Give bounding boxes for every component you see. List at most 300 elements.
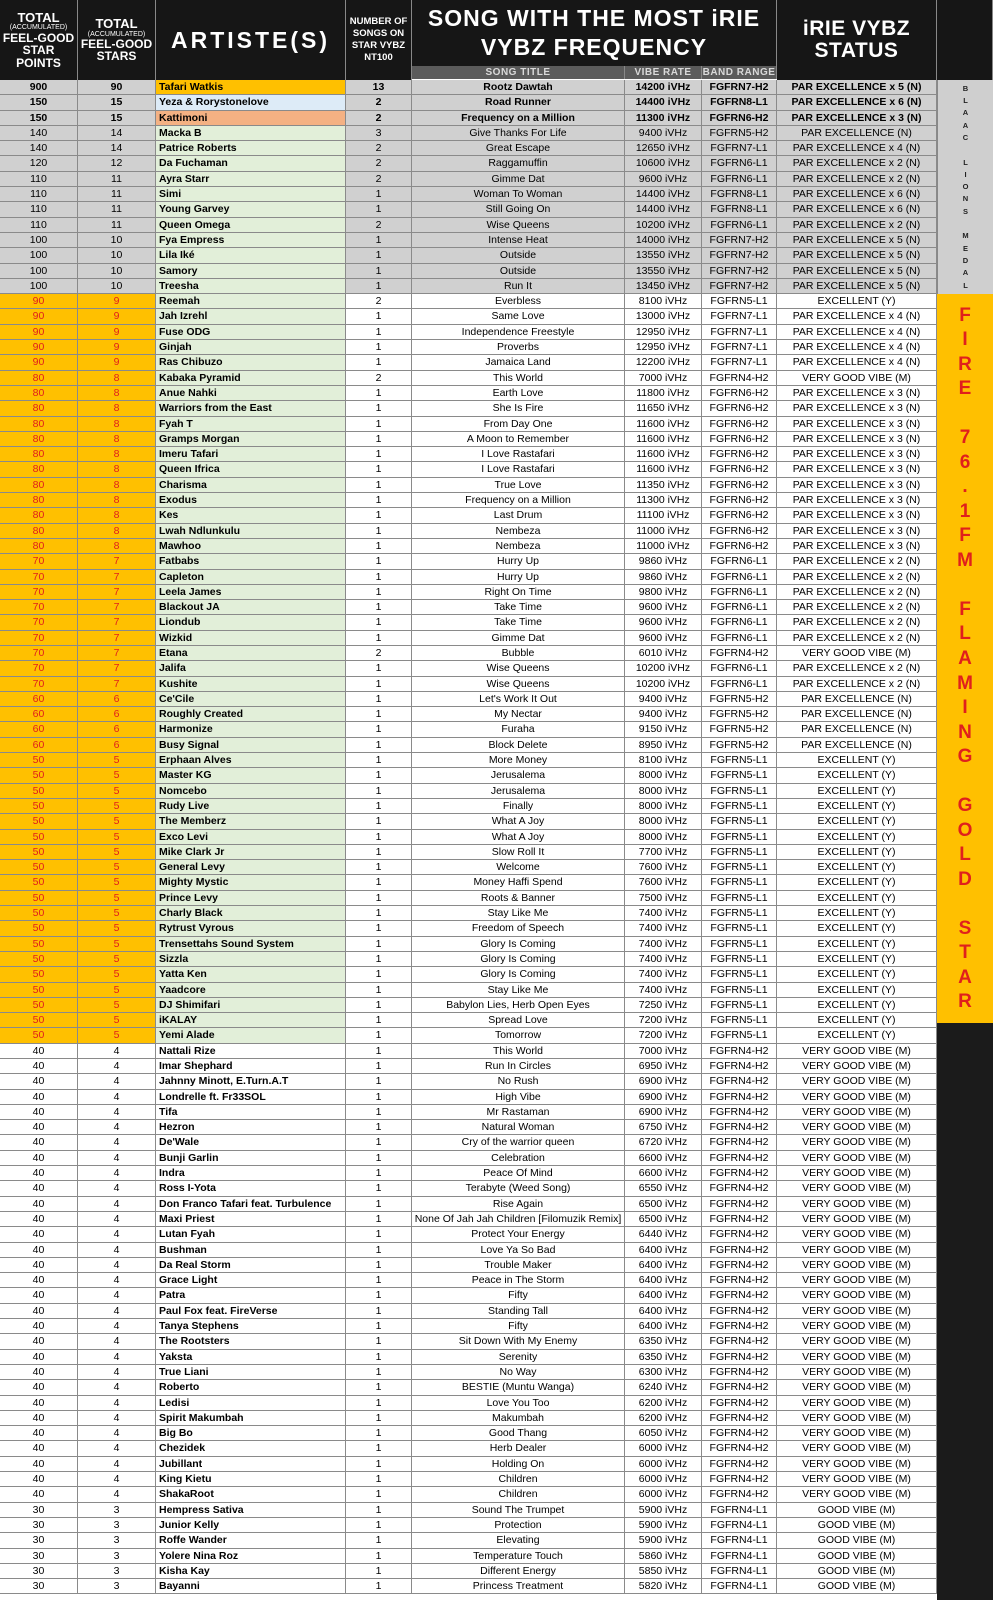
cell-status: VERY GOOD VIBE (M) <box>777 1135 937 1149</box>
cell-band-range: FGFRN6-L1 <box>702 600 777 614</box>
cell-points: 40 <box>0 1151 78 1165</box>
cell-vibe-rate: 9800 iVHz <box>625 585 702 599</box>
cell-points: 80 <box>0 524 78 538</box>
cell-num-songs: 1 <box>346 248 412 262</box>
cell-num-songs: 1 <box>346 585 412 599</box>
header-total-points-line-2: (ACCUMULATED) <box>9 24 68 32</box>
cell-song-title: This World <box>412 371 625 385</box>
cell-band-range: FGFRN5-L1 <box>702 845 777 859</box>
cell-song-title: Independence Freestyle <box>412 325 625 339</box>
cell-points: 70 <box>0 600 78 614</box>
cell-band-range: FGFRN6-L1 <box>702 554 777 568</box>
table-row <box>0 784 937 799</box>
cell-points: 900 <box>0 80 78 94</box>
table-row <box>0 371 937 386</box>
cell-num-songs: 1 <box>346 998 412 1012</box>
cell-status: VERY GOOD VIBE (M) <box>777 1212 937 1226</box>
table-row <box>0 860 937 875</box>
cell-artist: General Levy <box>156 860 346 874</box>
cell-band-range: FGFRN5-L1 <box>702 860 777 874</box>
cell-band-range: FGFRN4-L1 <box>702 1503 777 1517</box>
cell-num-songs: 2 <box>346 371 412 385</box>
cell-num-songs: 1 <box>346 1319 412 1333</box>
cell-points: 70 <box>0 585 78 599</box>
cell-artist: Wizkid <box>156 631 346 645</box>
cell-stars: 4 <box>78 1304 156 1318</box>
cell-stars: 5 <box>78 830 156 844</box>
cell-vibe-rate: 14400 iVHz <box>625 202 702 216</box>
side-label-fire-gold-star <box>937 294 993 1023</box>
cell-num-songs: 1 <box>346 814 412 828</box>
cell-stars: 3 <box>78 1503 156 1517</box>
cell-status: PAR EXCELLENCE x 3 (N) <box>777 432 937 446</box>
cell-status: PAR EXCELLENCE x 4 (N) <box>777 141 937 155</box>
cell-artist: Mike Clark Jr <box>156 845 346 859</box>
cell-stars: 7 <box>78 554 156 568</box>
cell-num-songs: 1 <box>346 891 412 905</box>
cell-vibe-rate: 6400 iVHz <box>625 1304 702 1318</box>
cell-artist: Bushman <box>156 1243 346 1257</box>
cell-status: PAR EXCELLENCE x 4 (N) <box>777 355 937 369</box>
cell-num-songs: 1 <box>346 661 412 675</box>
header-total-stars-line-4: STARS <box>96 49 137 64</box>
cell-vibe-rate: 12200 iVHz <box>625 355 702 369</box>
cell-num-songs: 1 <box>346 983 412 997</box>
cell-points: 50 <box>0 753 78 767</box>
cell-vibe-rate: 6050 iVHz <box>625 1426 702 1440</box>
fire-side-letter: R <box>958 991 972 1013</box>
cell-num-songs: 1 <box>346 1564 412 1578</box>
cell-status: EXCELLENT (Y) <box>777 860 937 874</box>
cell-num-songs: 1 <box>346 386 412 400</box>
cell-band-range: FGFRN5-L1 <box>702 1013 777 1027</box>
cell-stars: 4 <box>78 1396 156 1410</box>
cell-status: EXCELLENT (Y) <box>777 1013 937 1027</box>
cell-stars: 10 <box>78 248 156 262</box>
cell-song-title: I Love Rastafari <box>412 462 625 476</box>
cell-band-range: FGFRN6-H2 <box>702 432 777 446</box>
cell-num-songs: 1 <box>346 1273 412 1287</box>
cell-artist: Indra <box>156 1166 346 1180</box>
cell-song-title: I Love Rastafari <box>412 447 625 461</box>
cell-status: VERY GOOD VIBE (M) <box>777 1243 937 1257</box>
cell-vibe-rate: 7400 iVHz <box>625 983 702 997</box>
cell-num-songs: 1 <box>346 1396 412 1410</box>
cell-points: 40 <box>0 1227 78 1241</box>
cell-status: PAR EXCELLENCE x 5 (N) <box>777 264 937 278</box>
table-row <box>0 1120 937 1135</box>
table-row <box>0 386 937 401</box>
cell-band-range: FGFRN6-L1 <box>702 677 777 691</box>
cell-artist: Bayanni <box>156 1579 346 1593</box>
cell-stars: 7 <box>78 615 156 629</box>
cell-artist: Master KG <box>156 768 346 782</box>
cell-artist: Warriors from the East <box>156 401 346 415</box>
cell-status: VERY GOOD VIBE (M) <box>777 1288 937 1302</box>
cell-stars: 5 <box>78 860 156 874</box>
cell-song-title: Herb Dealer <box>412 1441 625 1455</box>
cell-stars: 10 <box>78 279 156 293</box>
cell-stars: 4 <box>78 1426 156 1440</box>
cell-points: 40 <box>0 1350 78 1364</box>
table-row <box>0 233 937 248</box>
cell-song-title: Take Time <box>412 600 625 614</box>
cell-band-range: FGFRN6-H2 <box>702 386 777 400</box>
cell-stars: 3 <box>78 1579 156 1593</box>
cell-song-title: Children <box>412 1487 625 1501</box>
blaac-side-letter <box>964 220 966 228</box>
cell-points: 110 <box>0 202 78 216</box>
cell-stars: 4 <box>78 1350 156 1364</box>
cell-points: 150 <box>0 111 78 125</box>
cell-band-range: FGFRN4-H2 <box>702 1227 777 1241</box>
cell-artist: Kattimoni <box>156 111 346 125</box>
table-row <box>0 340 937 355</box>
cell-num-songs: 1 <box>346 570 412 584</box>
cell-num-songs: 1 <box>346 1350 412 1364</box>
cell-vibe-rate: 9400 iVHz <box>625 707 702 721</box>
cell-song-title: None Of Jah Jah Children [Filomuzik Remix] <box>412 1212 625 1226</box>
cell-status: PAR EXCELLENCE x 5 (N) <box>777 279 937 293</box>
cell-band-range: FGFRN6-L1 <box>702 615 777 629</box>
table-row <box>0 1304 937 1319</box>
cell-song-title: A Moon to Remember <box>412 432 625 446</box>
cell-vibe-rate: 9600 iVHz <box>625 631 702 645</box>
cell-points: 90 <box>0 294 78 308</box>
cell-artist: Harmonize <box>156 722 346 736</box>
cell-points: 30 <box>0 1503 78 1517</box>
table-row <box>0 1426 937 1441</box>
cell-points: 100 <box>0 233 78 247</box>
cell-band-range: FGFRN4-H2 <box>702 1120 777 1134</box>
cell-stars: 4 <box>78 1319 156 1333</box>
cell-band-range: FGFRN6-H2 <box>702 493 777 507</box>
cell-vibe-rate: 13550 iVHz <box>625 264 702 278</box>
cell-status: PAR EXCELLENCE x 2 (N) <box>777 615 937 629</box>
cell-vibe-rate: 8100 iVHz <box>625 753 702 767</box>
cell-points: 110 <box>0 187 78 201</box>
cell-stars: 12 <box>78 156 156 170</box>
cell-status: EXCELLENT (Y) <box>777 875 937 889</box>
cell-status: PAR EXCELLENCE x 4 (N) <box>777 340 937 354</box>
table-row <box>0 1288 937 1303</box>
cell-points: 40 <box>0 1243 78 1257</box>
cell-song-title: Celebration <box>412 1151 625 1165</box>
cell-vibe-rate: 11800 iVHz <box>625 386 702 400</box>
cell-band-range: FGFRN4-H2 <box>702 1411 777 1425</box>
table-row <box>0 1518 937 1533</box>
cell-status: VERY GOOD VIBE (M) <box>777 1166 937 1180</box>
cell-points: 70 <box>0 631 78 645</box>
cell-artist: Ledisi <box>156 1396 346 1410</box>
cell-song-title: Jerusalema <box>412 768 625 782</box>
cell-stars: 4 <box>78 1090 156 1104</box>
cell-artist: Kes <box>156 508 346 522</box>
cell-points: 40 <box>0 1044 78 1058</box>
fire-side-letter: N <box>958 721 972 743</box>
cell-points: 40 <box>0 1334 78 1348</box>
cell-artist: Rudy Live <box>156 799 346 813</box>
table-row <box>0 937 937 952</box>
cell-band-range: FGFRN5-L1 <box>702 998 777 1012</box>
cell-song-title: Bubble <box>412 646 625 660</box>
cell-points: 30 <box>0 1518 78 1532</box>
cell-num-songs: 1 <box>346 1090 412 1104</box>
cell-band-range: FGFRN4-H2 <box>702 1243 777 1257</box>
cell-vibe-rate: 11000 iVHz <box>625 539 702 553</box>
cell-vibe-rate: 14000 iVHz <box>625 233 702 247</box>
cell-artist: Fuse ODG <box>156 325 346 339</box>
cell-num-songs: 1 <box>346 1059 412 1073</box>
cell-vibe-rate: 8000 iVHz <box>625 830 702 844</box>
cell-vibe-rate: 11100 iVHz <box>625 508 702 522</box>
cell-points: 40 <box>0 1441 78 1455</box>
cell-status: EXCELLENT (Y) <box>777 814 937 828</box>
cell-num-songs: 1 <box>346 921 412 935</box>
cell-artist: Prince Levy <box>156 891 346 905</box>
cell-band-range: FGFRN4-H2 <box>702 1181 777 1195</box>
cell-song-title: Still Going On <box>412 202 625 216</box>
cell-num-songs: 2 <box>346 111 412 125</box>
cell-band-range: FGFRN5-L1 <box>702 753 777 767</box>
cell-status: VERY GOOD VIBE (M) <box>777 1319 937 1333</box>
cell-vibe-rate: 5900 iVHz <box>625 1518 702 1532</box>
side-panel-dark <box>937 1023 993 1600</box>
table-row <box>0 570 937 585</box>
cell-song-title: Raggamuffin <box>412 156 625 170</box>
cell-band-range: FGFRN6-L1 <box>702 172 777 186</box>
cell-artist: Hempress Sativa <box>156 1503 346 1517</box>
cell-vibe-rate: 6000 iVHz <box>625 1487 702 1501</box>
cell-artist: Yemi Alade <box>156 1028 346 1042</box>
cell-stars: 15 <box>78 95 156 109</box>
cell-song-title: Different Energy <box>412 1564 625 1578</box>
cell-band-range: FGFRN6-L1 <box>702 218 777 232</box>
cell-song-title: No Rush <box>412 1074 625 1088</box>
header-num-songs-line-4: NT100 <box>364 51 393 63</box>
fire-side-letter: E <box>958 378 972 400</box>
cell-band-range: FGFRN4-H2 <box>702 1365 777 1379</box>
cell-status: PAR EXCELLENCE (N) <box>777 692 937 706</box>
table-row <box>0 600 937 615</box>
cell-points: 40 <box>0 1396 78 1410</box>
table-row <box>0 585 937 600</box>
cell-song-title: Same Love <box>412 309 625 323</box>
cell-song-title: From Day One <box>412 417 625 431</box>
cell-stars: 4 <box>78 1288 156 1302</box>
cell-stars: 8 <box>78 447 156 461</box>
cell-song-title: Standing Tall <box>412 1304 625 1318</box>
cell-num-songs: 1 <box>346 1457 412 1471</box>
cell-num-songs: 1 <box>346 447 412 461</box>
cell-points: 100 <box>0 264 78 278</box>
cell-vibe-rate: 6440 iVHz <box>625 1227 702 1241</box>
cell-vibe-rate: 6400 iVHz <box>625 1243 702 1257</box>
cell-vibe-rate: 6900 iVHz <box>625 1105 702 1119</box>
cell-stars: 4 <box>78 1151 156 1165</box>
cell-points: 40 <box>0 1105 78 1119</box>
cell-points: 40 <box>0 1487 78 1501</box>
cell-num-songs: 1 <box>346 1105 412 1119</box>
cell-song-title: Give Thanks For Life <box>412 126 625 140</box>
cell-points: 50 <box>0 891 78 905</box>
cell-num-songs: 1 <box>346 539 412 553</box>
cell-num-songs: 1 <box>346 1074 412 1088</box>
cell-status: PAR EXCELLENCE x 3 (N) <box>777 462 937 476</box>
table-row <box>0 493 937 508</box>
fire-side-letter: 1 <box>959 500 971 522</box>
cell-num-songs: 1 <box>346 279 412 293</box>
cell-band-range: FGFRN4-L1 <box>702 1549 777 1563</box>
cell-artist: Lutan Fyah <box>156 1227 346 1241</box>
table-row <box>0 1105 937 1120</box>
header-total-points-line-3: FEEL-GOOD <box>2 30 75 45</box>
cell-vibe-rate: 6010 iVHz <box>625 646 702 660</box>
cell-artist: Nattali Rize <box>156 1044 346 1058</box>
cell-vibe-rate: 9150 iVHz <box>625 722 702 736</box>
cell-status: VERY GOOD VIBE (M) <box>777 646 937 660</box>
blaac-side-letter: A <box>962 108 969 118</box>
cell-vibe-rate: 11350 iVHz <box>625 478 702 492</box>
cell-band-range: FGFRN7-H2 <box>702 264 777 278</box>
cell-stars: 8 <box>78 493 156 507</box>
cell-num-songs: 1 <box>346 493 412 507</box>
cell-stars: 4 <box>78 1181 156 1195</box>
table-row <box>0 126 937 141</box>
cell-band-range: FGFRN6-L1 <box>702 631 777 645</box>
cell-vibe-rate: 7600 iVHz <box>625 875 702 889</box>
cell-band-range: FGFRN4-L1 <box>702 1533 777 1547</box>
table-row <box>0 80 937 95</box>
table-row <box>0 1365 937 1380</box>
fire-side-letter: G <box>957 795 973 817</box>
cell-status: EXCELLENT (Y) <box>777 830 937 844</box>
cell-band-range: FGFRN4-H2 <box>702 1074 777 1088</box>
table-row <box>0 1258 937 1273</box>
cell-artist: Jubillant <box>156 1457 346 1471</box>
cell-points: 40 <box>0 1304 78 1318</box>
cell-vibe-rate: 10200 iVHz <box>625 661 702 675</box>
cell-points: 30 <box>0 1579 78 1593</box>
cell-band-range: FGFRN5-L1 <box>702 875 777 889</box>
cell-num-songs: 1 <box>346 875 412 889</box>
table-row <box>0 1166 937 1181</box>
cell-num-songs: 1 <box>346 845 412 859</box>
cell-vibe-rate: 6400 iVHz <box>625 1288 702 1302</box>
cell-num-songs: 1 <box>346 799 412 813</box>
cell-stars: 11 <box>78 172 156 186</box>
cell-song-title: Jerusalema <box>412 784 625 798</box>
cell-num-songs: 1 <box>346 309 412 323</box>
cell-num-songs: 2 <box>346 156 412 170</box>
cell-stars: 5 <box>78 937 156 951</box>
cell-num-songs: 2 <box>346 95 412 109</box>
cell-band-range: FGFRN4-H2 <box>702 1197 777 1211</box>
cell-artist: Kabaka Pyramid <box>156 371 346 385</box>
cell-num-songs: 2 <box>346 141 412 155</box>
cell-artist: Ayra Starr <box>156 172 346 186</box>
cell-status: PAR EXCELLENCE x 2 (N) <box>777 554 937 568</box>
cell-status: PAR EXCELLENCE (N) <box>777 738 937 752</box>
cell-band-range: FGFRN5-H2 <box>702 692 777 706</box>
cell-song-title: Welcome <box>412 860 625 874</box>
table-row <box>0 1441 937 1456</box>
table-row <box>0 1350 937 1365</box>
cell-band-range: FGFRN4-H2 <box>702 1396 777 1410</box>
cell-song-title: No Way <box>412 1365 625 1379</box>
cell-artist: Ce'Cile <box>156 692 346 706</box>
fire-side-letter: 6 <box>959 451 971 473</box>
cell-artist: Imeru Tafari <box>156 447 346 461</box>
cell-status: EXCELLENT (Y) <box>777 294 937 308</box>
cell-vibe-rate: 8000 iVHz <box>625 814 702 828</box>
cell-status: PAR EXCELLENCE x 3 (N) <box>777 111 937 125</box>
cell-vibe-rate: 10600 iVHz <box>625 156 702 170</box>
cell-vibe-rate: 7400 iVHz <box>625 906 702 920</box>
cell-status: VERY GOOD VIBE (M) <box>777 1151 937 1165</box>
cell-points: 70 <box>0 661 78 675</box>
cell-vibe-rate: 6600 iVHz <box>625 1166 702 1180</box>
cell-num-songs: 1 <box>346 1120 412 1134</box>
cell-vibe-rate: 6200 iVHz <box>625 1396 702 1410</box>
cell-stars: 8 <box>78 524 156 538</box>
table-row <box>0 1028 937 1043</box>
cell-stars: 90 <box>78 80 156 94</box>
cell-song-title: Outside <box>412 264 625 278</box>
table-row <box>0 677 937 692</box>
cell-artist: DJ Shimifari <box>156 998 346 1012</box>
cell-points: 60 <box>0 692 78 706</box>
cell-song-title: Earth Love <box>412 386 625 400</box>
cell-band-range: FGFRN7-H2 <box>702 279 777 293</box>
cell-stars: 8 <box>78 417 156 431</box>
cell-song-title: Woman To Woman <box>412 187 625 201</box>
table-row <box>0 1212 937 1227</box>
table-row <box>0 1564 937 1579</box>
cell-num-songs: 1 <box>346 1181 412 1195</box>
cell-status: GOOD VIBE (M) <box>777 1533 937 1547</box>
cell-points: 80 <box>0 462 78 476</box>
cell-points: 50 <box>0 860 78 874</box>
cell-artist: Yatta Ken <box>156 967 346 981</box>
cell-artist: Trensettahs Sound System <box>156 937 346 951</box>
cell-song-title: Proverbs <box>412 340 625 354</box>
cell-num-songs: 1 <box>346 508 412 522</box>
subheader-vibe-rate: VIBE RATE <box>625 66 702 79</box>
cell-stars: 10 <box>78 233 156 247</box>
cell-status: VERY GOOD VIBE (M) <box>777 1441 937 1455</box>
cell-points: 60 <box>0 707 78 721</box>
cell-vibe-rate: 9600 iVHz <box>625 615 702 629</box>
table-row <box>0 248 937 263</box>
table-row <box>0 539 937 554</box>
cell-status: PAR EXCELLENCE x 3 (N) <box>777 447 937 461</box>
cell-vibe-rate: 6720 iVHz <box>625 1135 702 1149</box>
cell-points: 30 <box>0 1549 78 1563</box>
cell-band-range: FGFRN5-H2 <box>702 126 777 140</box>
table-row <box>0 218 937 233</box>
cell-stars: 8 <box>78 401 156 415</box>
cell-points: 50 <box>0 937 78 951</box>
cell-song-title: Gimme Dat <box>412 172 625 186</box>
cell-status: EXCELLENT (Y) <box>777 1028 937 1042</box>
cell-stars: 5 <box>78 983 156 997</box>
table-row <box>0 1273 937 1288</box>
cell-points: 50 <box>0 830 78 844</box>
header-artist: ARTISTE(S) <box>156 0 346 80</box>
cell-band-range: FGFRN4-H2 <box>702 1426 777 1440</box>
cell-points: 80 <box>0 539 78 553</box>
